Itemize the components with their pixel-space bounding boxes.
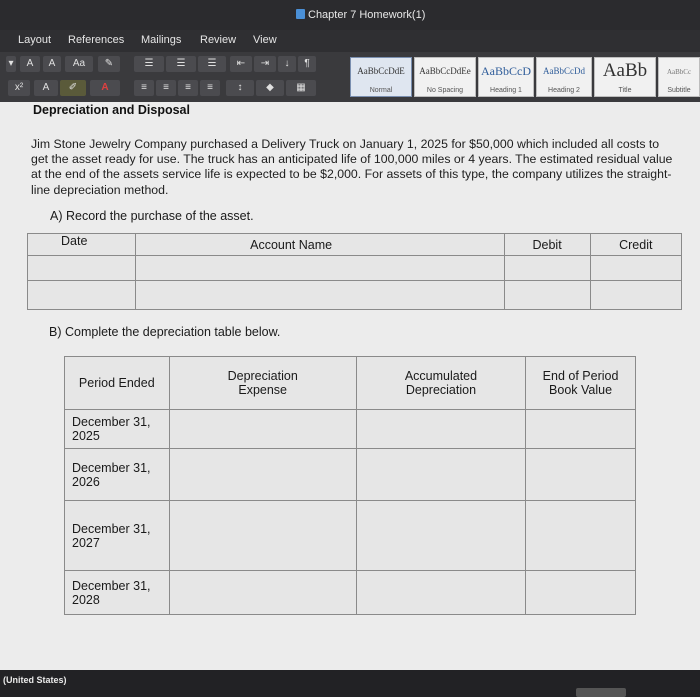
- align-center-icon[interactable]: ≡: [156, 80, 176, 96]
- text-effects-button[interactable]: A: [34, 80, 58, 96]
- cell-debit[interactable]: [504, 281, 590, 310]
- style-sample: AaBbCcD: [481, 64, 531, 78]
- align-left-icon[interactable]: ≡: [134, 80, 154, 96]
- cell-period: December 31, 2028: [65, 571, 170, 615]
- table-row: [65, 410, 636, 449]
- cell-expense[interactable]: [169, 501, 356, 571]
- cell-account-name[interactable]: [136, 256, 505, 281]
- highlight-icon[interactable]: ✐: [60, 80, 86, 96]
- table-row: [65, 571, 636, 615]
- style-sample: AaBbCcDd: [543, 66, 585, 76]
- tab-references[interactable]: References: [68, 34, 125, 46]
- shading-icon[interactable]: ◆: [256, 80, 284, 96]
- style-sample: AaBbCcDdEe: [419, 66, 471, 76]
- title-bar: [0, 0, 700, 30]
- window-title-text: Chapter 7 Homework(1): [308, 9, 426, 21]
- header-period-ended: Period Ended: [65, 357, 170, 410]
- style-heading-1[interactable]: [478, 57, 534, 97]
- dropdown-chevron-icon[interactable]: ▾: [6, 56, 16, 72]
- style-no-spacing[interactable]: [414, 57, 476, 97]
- cell-period: December 31, 2027: [65, 501, 170, 571]
- style-sample: AaBb: [602, 60, 648, 81]
- table-row: [28, 281, 682, 310]
- pilcrow-icon[interactable]: ¶: [298, 56, 316, 72]
- cell-book-value[interactable]: [526, 501, 636, 571]
- table-row: [65, 449, 636, 501]
- cell-book-value[interactable]: [526, 410, 636, 449]
- table-row: [65, 501, 636, 571]
- clear-formatting-icon[interactable]: ✎: [98, 56, 120, 72]
- header-accumulated-depreciation: Accumulated Depreciation: [356, 357, 525, 410]
- style-heading-2[interactable]: [536, 57, 592, 97]
- numbering-icon[interactable]: ☰: [166, 56, 196, 72]
- multilevel-list-icon[interactable]: ☰: [198, 56, 226, 72]
- style-sample: AaBbCcDdE: [357, 66, 405, 76]
- cell-date[interactable]: [28, 281, 136, 310]
- sort-icon[interactable]: ↓: [278, 56, 296, 72]
- journal-entry-table: [27, 233, 682, 310]
- line-spacing-icon[interactable]: ↕: [226, 80, 254, 96]
- cell-period: December 31, 2026: [65, 449, 170, 501]
- question-b: B) Complete the depreciation table below.: [49, 325, 281, 339]
- depreciation-table: [64, 356, 636, 615]
- cell-accumulated[interactable]: [356, 410, 525, 449]
- align-right-icon[interactable]: ≡: [178, 80, 198, 96]
- style-normal[interactable]: [350, 57, 412, 97]
- style-subtitle[interactable]: [658, 57, 700, 97]
- style-label: Title: [618, 87, 632, 94]
- cell-book-value[interactable]: [526, 449, 636, 501]
- focus-mode-icon[interactable]: [576, 688, 626, 697]
- decrease-indent-icon[interactable]: ⇤: [230, 56, 252, 72]
- cell-accumulated[interactable]: [356, 571, 525, 615]
- question-a: A) Record the purchase of the asset.: [50, 209, 254, 223]
- font-color-button[interactable]: A: [90, 80, 120, 96]
- style-label: Subtitle: [667, 87, 691, 94]
- table-header-row: [28, 234, 682, 256]
- change-case-button[interactable]: Aa: [65, 56, 93, 72]
- header-book-value: End of Period Book Value: [526, 357, 636, 410]
- superscript-button[interactable]: x²: [8, 80, 30, 96]
- increase-indent-icon[interactable]: ⇥: [254, 56, 276, 72]
- style-label: Heading 2: [548, 87, 580, 94]
- bullets-icon[interactable]: ☰: [134, 56, 164, 72]
- cell-book-value[interactable]: [526, 571, 636, 615]
- cell-period: December 31, 2025: [65, 410, 170, 449]
- cell-debit[interactable]: [504, 256, 590, 281]
- justify-icon[interactable]: ≡: [200, 80, 220, 96]
- cell-expense[interactable]: [169, 449, 356, 501]
- language-indicator[interactable]: (United States): [3, 675, 67, 685]
- grow-font-button[interactable]: A: [20, 56, 40, 72]
- cell-accumulated[interactable]: [356, 449, 525, 501]
- tab-view[interactable]: View: [253, 34, 277, 46]
- cell-account-name[interactable]: [136, 281, 505, 310]
- header-credit: Credit: [590, 234, 681, 256]
- style-label: No Spacing: [426, 87, 464, 94]
- shrink-font-button[interactable]: A: [43, 56, 61, 72]
- cell-credit[interactable]: [590, 256, 681, 281]
- section-heading: Depreciation and Disposal: [33, 103, 190, 117]
- table-header-row: [65, 357, 636, 410]
- tab-mailings[interactable]: Mailings: [141, 34, 182, 46]
- cell-expense[interactable]: [169, 410, 356, 449]
- tab-layout[interactable]: Layout: [18, 34, 52, 46]
- cell-accumulated[interactable]: [356, 501, 525, 571]
- document-icon: [296, 9, 305, 19]
- header-date: Date: [28, 234, 136, 256]
- borders-icon[interactable]: ▦: [286, 80, 316, 96]
- window-title: [296, 9, 425, 21]
- ribbon-tabs: [0, 30, 700, 52]
- cell-date[interactable]: [28, 256, 136, 281]
- style-sample: AaBbCc: [666, 68, 692, 76]
- cell-credit[interactable]: [590, 281, 681, 310]
- header-depreciation-expense: Depreciation Expense: [169, 357, 356, 410]
- header-account-name: Account Name: [136, 234, 505, 256]
- cell-expense[interactable]: [169, 571, 356, 615]
- header-debit: Debit: [504, 234, 590, 256]
- problem-paragraph: Jim Stone Jewelry Company purchased a Delivery Truck on January 1, 2025 for $50,000 which included all costs to get the asset ready for use. The truck has an anticipated life of 100,000 miles or 4 years. The estimated residual value at the end of the assets service life is expected to be $2,000. For assets of this type, the company utilizes the straight-line depreciation method.: [31, 137, 673, 197]
- table-row: [28, 256, 682, 281]
- style-title[interactable]: [594, 57, 656, 97]
- style-label: Normal: [369, 87, 393, 94]
- style-label: Heading 1: [490, 87, 522, 94]
- tab-review[interactable]: Review: [200, 34, 237, 46]
